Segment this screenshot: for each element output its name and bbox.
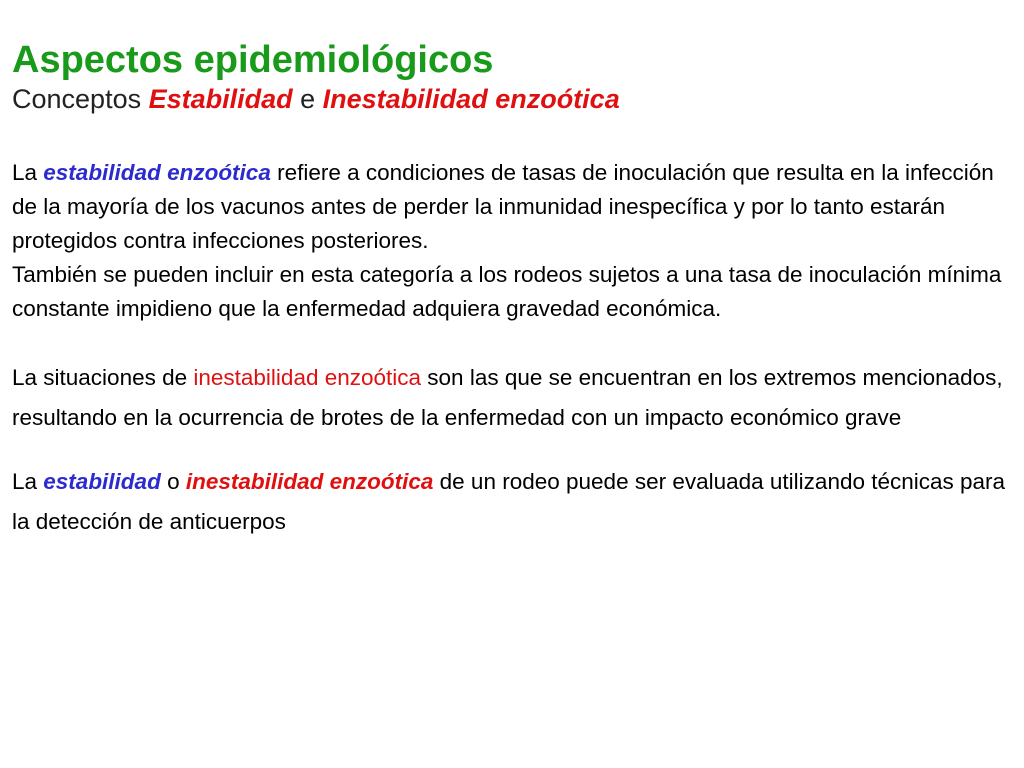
slide-content xyxy=(12,38,1016,542)
p4-body: de un rodeo puede ser evaluada utilizando técnicas para la detección de anticuerpos xyxy=(12,469,1006,534)
paragraph-estabilidad xyxy=(12,156,1016,258)
subtitle-connector: e xyxy=(292,84,323,114)
p4-connector: o xyxy=(160,469,186,494)
paragraph-evaluacion xyxy=(12,462,1016,542)
subtitle-term-estabilidad: Estabilidad xyxy=(148,84,293,114)
subtitle-term-inestabilidad: Inestabilidad enzoótica xyxy=(322,84,620,114)
p3-term: inestabilidad enzoótica xyxy=(193,365,422,390)
p1-lead: La xyxy=(12,160,44,185)
p3-lead: La situaciones de xyxy=(12,365,194,390)
slide-title: Aspectos epidemiológicos xyxy=(12,39,494,81)
slide-subtitle xyxy=(12,82,1016,116)
p4-term-inestabilidad: inestabilidad enzoótica xyxy=(185,469,434,494)
p4-term-estabilidad: estabilidad xyxy=(43,469,161,494)
p3-body: son las que se encuentran en los extremos mencionados, resultando en la ocurrencia de brotes de la enfermedad con un impacto económico grave xyxy=(12,365,1003,430)
p1-body: refiere a condiciones de tasas de inoculación que resulta en la infección de la mayoría de los vacunos antes de perder la inmunidad inespecífica y por lo tanto estarán protegidos contra infecciones posteriores. xyxy=(12,160,994,253)
subtitle-prefix: Conceptos xyxy=(12,84,149,114)
paragraph-inestabilidad xyxy=(12,358,1016,438)
p1-term: estabilidad enzoótica xyxy=(43,160,271,185)
p4-lead: La xyxy=(12,469,44,494)
paragraph-tambien: También se pueden incluir en esta categoría a los rodeos sujetos a una tasa de inoculación mínima constante impidieno que la enfermedad adquiera gravedad económica. xyxy=(12,262,1002,321)
